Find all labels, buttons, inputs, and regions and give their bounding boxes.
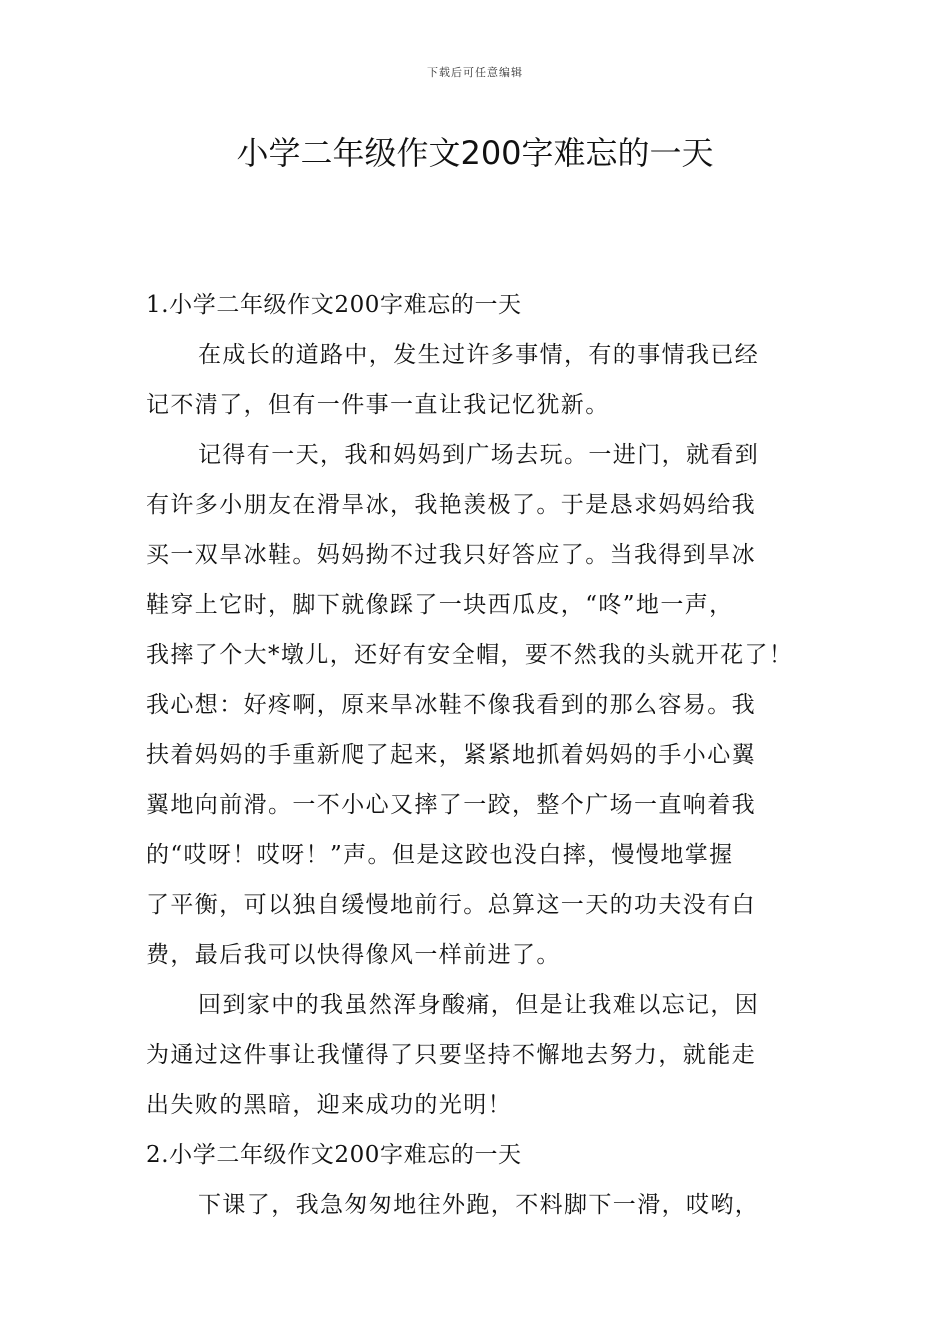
- paragraph-line: 回到家中的我虽然浑身酸痛，但是让我难以忘记，因: [198, 992, 760, 1018]
- paragraph-line: 下课了，我急匆匆地往外跑，不料脚下一滑，哎哟，: [198, 1192, 760, 1218]
- paragraph: [146, 980, 826, 1130]
- document-body: [146, 280, 826, 1230]
- paragraph-line: 我摔了个大*墩儿，还好有安全帽，要不然我的头就开花了！: [146, 642, 794, 668]
- paragraph-line: 我心想：好疼啊，原来旱冰鞋不像我看到的那么容易。我: [146, 692, 756, 718]
- header-note: 下载后可任意编辑: [427, 66, 523, 79]
- paragraph-line: 出失败的黑暗，迎来成功的光明！: [146, 1092, 512, 1118]
- paragraph-line: 的“哎呀！哎呀！”声。但是这跤也没白摔，慢慢地掌握: [146, 842, 734, 868]
- paragraph-line: 扶着妈妈的手重新爬了起来，紧紧地抓着妈妈的手小心翼: [146, 742, 756, 768]
- paragraph-line: 记得有一天，我和妈妈到广场去玩。一进门，就看到: [198, 442, 760, 468]
- paragraph-line: 翼地向前滑。一不小心又摔了一跤，整个广场一直响着我: [146, 792, 756, 818]
- paragraph-line: 鞋穿上它时，脚下就像踩了一块西瓜皮，“咚”地一声，: [146, 592, 734, 618]
- paragraph: [146, 1180, 826, 1230]
- paragraph-line: 了平衡，可以独自缓慢地前行。总算这一天的功夫没有白: [146, 892, 756, 918]
- paragraph-line: 为通过这件事让我懂得了只要坚持不懈地去努力，就能走: [146, 1042, 756, 1068]
- paragraph-line: 费，最后我可以快得像风一样前进了。: [146, 942, 561, 968]
- paragraph-line: 记不清了，但有一件事一直让我记忆犹新。: [146, 392, 610, 418]
- paragraph: [146, 430, 826, 980]
- paragraph-line: 买一双旱冰鞋。妈妈拗不过我只好答应了。当我得到旱冰: [146, 542, 756, 568]
- paragraph-line: 在成长的道路中，发生过许多事情，有的事情我已经: [198, 342, 760, 368]
- document-title: 小学二年级作文200字难忘的一天: [236, 134, 714, 172]
- section-heading-2: 2.小学二年级作文200字难忘的一天: [146, 1142, 522, 1168]
- section-heading-1: 1.小学二年级作文200字难忘的一天: [146, 292, 522, 318]
- paragraph-line: 有许多小朋友在滑旱冰，我艳羡极了。于是恳求妈妈给我: [146, 492, 756, 518]
- paragraph: [146, 330, 826, 430]
